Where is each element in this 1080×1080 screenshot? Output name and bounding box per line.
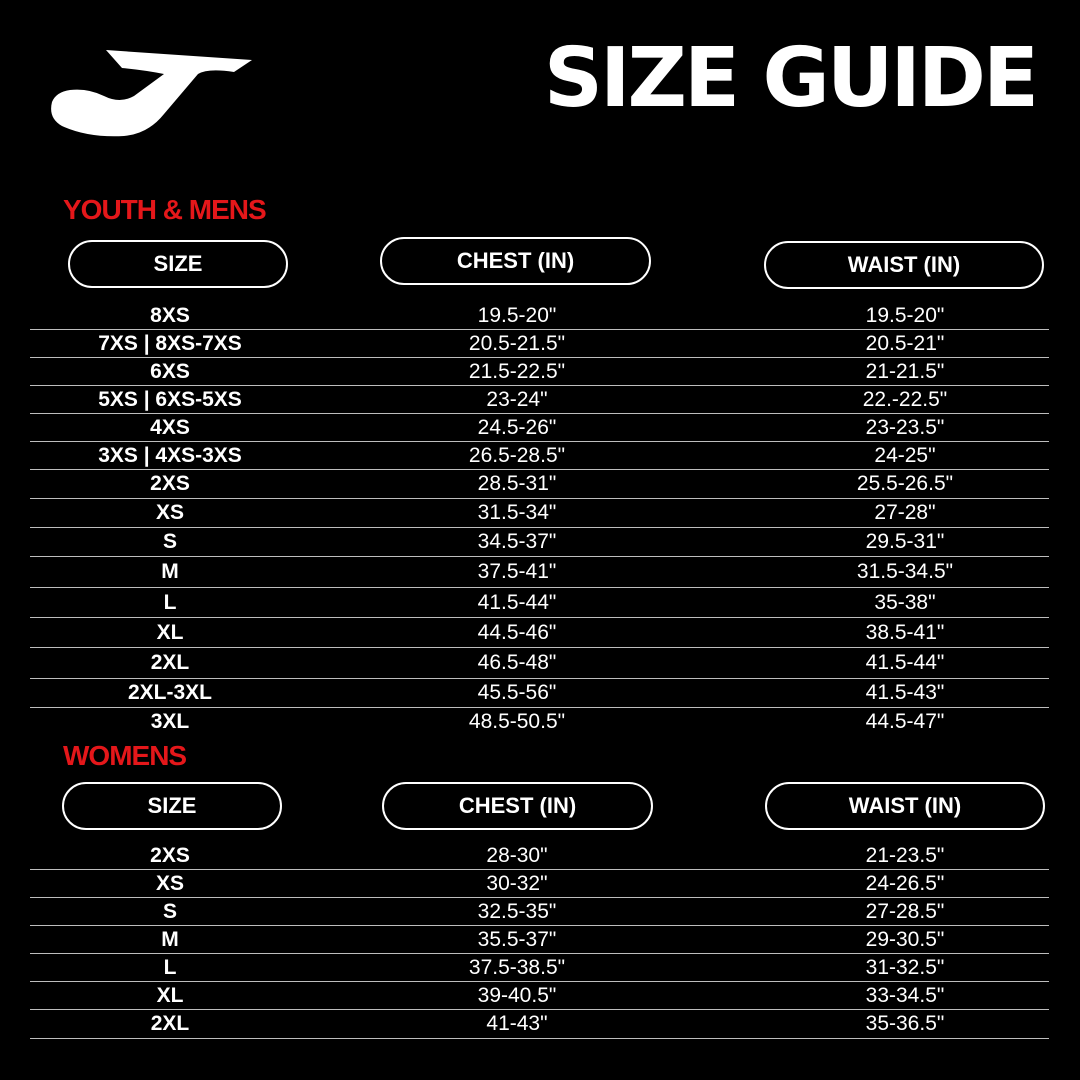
waist-cell: 20.5-21" [865,331,945,355]
table-row [30,1010,1049,1039]
size-cell: M [161,560,179,583]
waist-cell: 44.5-47" [865,710,945,733]
size-cell: 2XS [150,472,190,495]
waist-cell: 29.5-31" [865,530,945,553]
table-row [30,470,1049,499]
waist-cell: 31-32.5" [865,955,945,979]
table-row [30,708,1049,736]
size-cell: S [162,530,177,553]
waist-cell: 24-25" [874,443,936,467]
chest-cell: 24.5-26" [477,415,557,439]
waist-cell: 21-23.5" [865,843,945,867]
joma-j-logo-icon [48,46,254,138]
size-cell: XL [156,620,184,644]
chest-cell: 41.5-44" [477,590,557,614]
table-row [30,679,1049,708]
size-cell: 8XS [150,303,190,327]
size-cell: XL [156,983,184,1007]
waist-cell: 27-28.5" [865,899,945,923]
chest-cell: 28.5-31" [477,472,557,495]
chest-cell: 26.5-28.5" [468,443,566,467]
waist-cell: 31.5-34.5" [856,560,954,583]
size-cell: 6XS [150,359,190,383]
waist-cell: 25.5-26.5" [856,472,954,495]
waist-cell: 38.5-41" [865,620,945,644]
table-row [30,588,1049,618]
chest-cell: 32.5-35" [477,899,557,923]
waist-cell: 23-23.5" [865,415,945,439]
size-cell: 2XL [150,1012,190,1035]
table-row [30,926,1049,954]
table-row [30,386,1049,414]
size-cell: XS [155,501,184,524]
size-cell: 2XL [150,651,190,674]
table-row [30,442,1049,470]
section-title-youth-mens: YOUTH & MENS [63,194,266,225]
header-size: SIZE [68,240,288,288]
size-cell: M [161,927,179,951]
waist-cell: 19.5-20" [865,303,945,327]
section-title-womens: WOMENS [63,740,187,771]
chest-cell: 41-43" [486,1012,548,1035]
waist-cell: 22.-22.5" [862,387,948,411]
header-waist: WAIST (IN) [764,241,1044,289]
header-size: SIZE [62,782,282,830]
size-cell: 4XS [150,415,190,439]
chest-cell: 19.5-20" [477,303,557,327]
header-chest: CHEST (IN) [382,782,653,830]
size-cell: 3XS | 4XS-3XS [98,443,242,467]
waist-cell: 27-28" [874,501,936,524]
waist-cell: 21-21.5" [865,359,945,383]
table-row [30,648,1049,679]
chest-cell: 48.5-50.5" [468,710,566,733]
table-row [30,414,1049,442]
chest-cell: 39-40.5" [477,983,557,1007]
chest-cell: 28-30" [486,843,548,867]
chest-cell: 45.5-56" [477,681,557,704]
size-cell: 2XS [150,843,190,867]
waist-cell: 41.5-44" [865,651,945,674]
size-cell: S [162,899,177,923]
waist-cell: 35-36.5" [865,1012,945,1035]
chest-cell: 37.5-38.5" [468,955,566,979]
chest-cell: 46.5-48" [477,651,557,674]
waist-cell: 41.5-43" [865,681,945,704]
chest-cell: 37.5-41" [477,560,557,583]
table-row [30,842,1049,870]
table-row [30,499,1049,528]
table-row [30,982,1049,1010]
size-cell: 5XS | 6XS-5XS [98,387,242,411]
size-cell: L [163,955,177,979]
size-cell: 7XS | 8XS-7XS [98,331,242,355]
size-cell: 3XL [150,710,190,733]
chest-cell: 20.5-21.5" [468,331,566,355]
chest-cell: 44.5-46" [477,620,557,644]
table-row [30,330,1049,358]
waist-cell: 33-34.5" [865,983,945,1007]
chest-cell: 21.5-22.5" [468,359,566,383]
table-row [30,528,1049,557]
size-cell: 2XL-3XL [127,681,213,704]
chest-cell: 31.5-34" [477,501,557,524]
waist-cell: 24-26.5" [865,871,945,895]
table-row [30,618,1049,648]
table-row [30,302,1049,330]
chest-cell: 30-32" [486,871,548,895]
size-cell: XS [155,871,184,895]
table-row [30,557,1049,588]
table-row [30,358,1049,386]
header-waist: WAIST (IN) [765,782,1045,830]
waist-cell: 29-30.5" [865,927,945,951]
size-cell: L [163,590,177,614]
table-row [30,898,1049,926]
page-title: SIZE GUIDE [543,31,1036,126]
chest-cell: 23-24" [486,387,548,411]
chest-cell: 34.5-37" [477,530,557,553]
chest-cell: 35.5-37" [477,927,557,951]
table-row [30,870,1049,898]
waist-cell: 35-38" [874,590,936,614]
table-row [30,954,1049,982]
header-chest: CHEST (IN) [380,237,651,285]
